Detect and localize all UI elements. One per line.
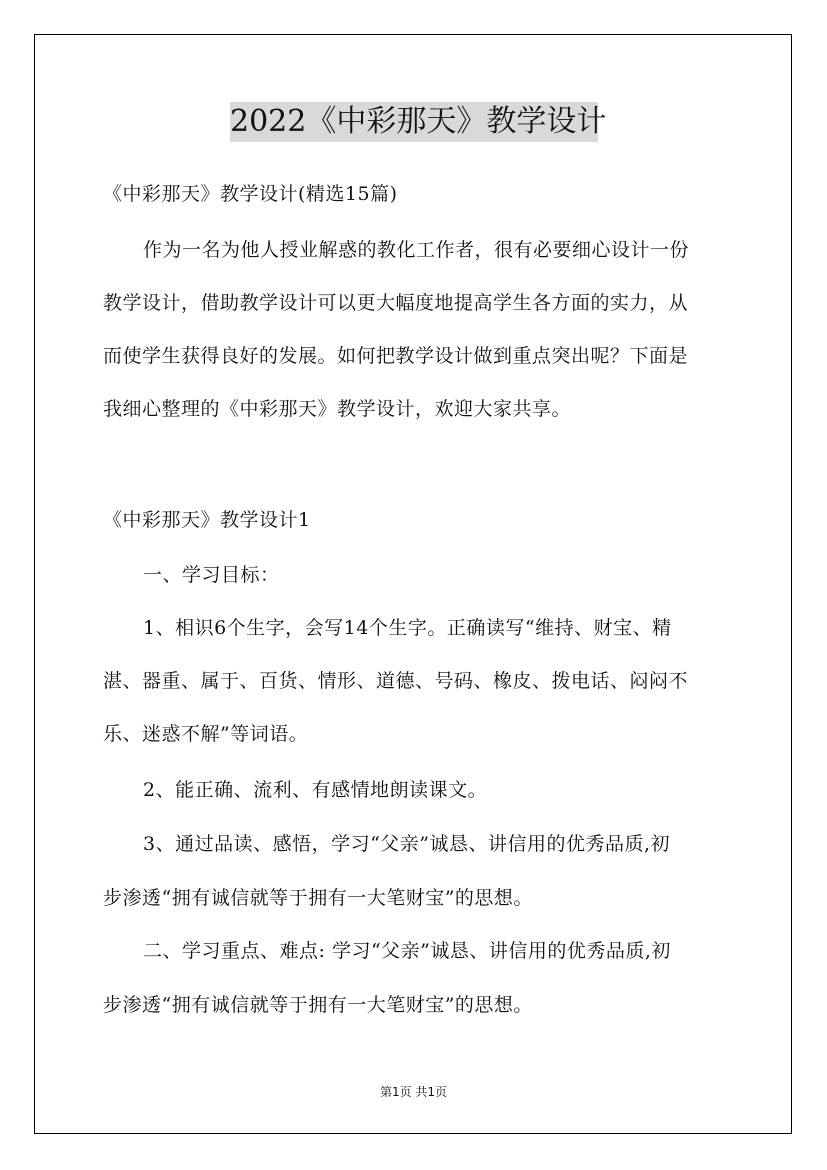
goals-heading: 一、学习目标：: [143, 564, 280, 586]
goal-2: 2、能正确、流利、有感情地朗读课文。: [143, 779, 488, 801]
intro-line-3: 而使学生获得良好的发展。如何把教学设计做到重点突出呢？下面是: [103, 345, 689, 367]
key-points-line-1: 二、学习重点、难点: 学习“父亲”诚恳、讲信用的优秀品质,初: [143, 940, 671, 962]
goal-1-line-1: 1、相识6个生字，会写14个生字。正确读写“维持、财宝、精: [143, 617, 672, 639]
goal-3-line-1: 3、通过品读、感悟，学习“父亲”诚恳、讲信用的优秀品质,初: [143, 833, 671, 855]
key-points-line-2: 步渗透“拥有诚信就等于拥有一大笔财宝”的思想。: [103, 994, 533, 1016]
intro-line-4: 我细心整理的《中彩那天》教学设计，欢迎大家共享。: [103, 398, 572, 420]
intro-line-2: 教学设计，借助教学设计可以更大幅度地提高学生各方面的实力，从: [103, 292, 689, 314]
section-title: 《中彩那天》教学设计1: [103, 509, 311, 531]
document-subtitle: 《中彩那天》教学设计(精选15篇): [103, 183, 398, 205]
page-footer: 第1页 共1页: [379, 1085, 448, 1099]
goal-1-line-3: 乐、迷惑不解”等词语。: [103, 723, 309, 745]
goal-3-line-2: 步渗透“拥有诚信就等于拥有一大笔财宝”的思想。: [103, 887, 533, 909]
intro-line-1: 作为一名为他人授业解惑的教化工作者，很有必要细心设计一份: [143, 239, 690, 261]
document-title: 2022《中彩那天》教学设计: [230, 102, 598, 142]
goal-1-line-2: 湛、器重、属于、百货、情形、道德、号码、橡皮、拨电话、闷闷不: [103, 670, 689, 692]
